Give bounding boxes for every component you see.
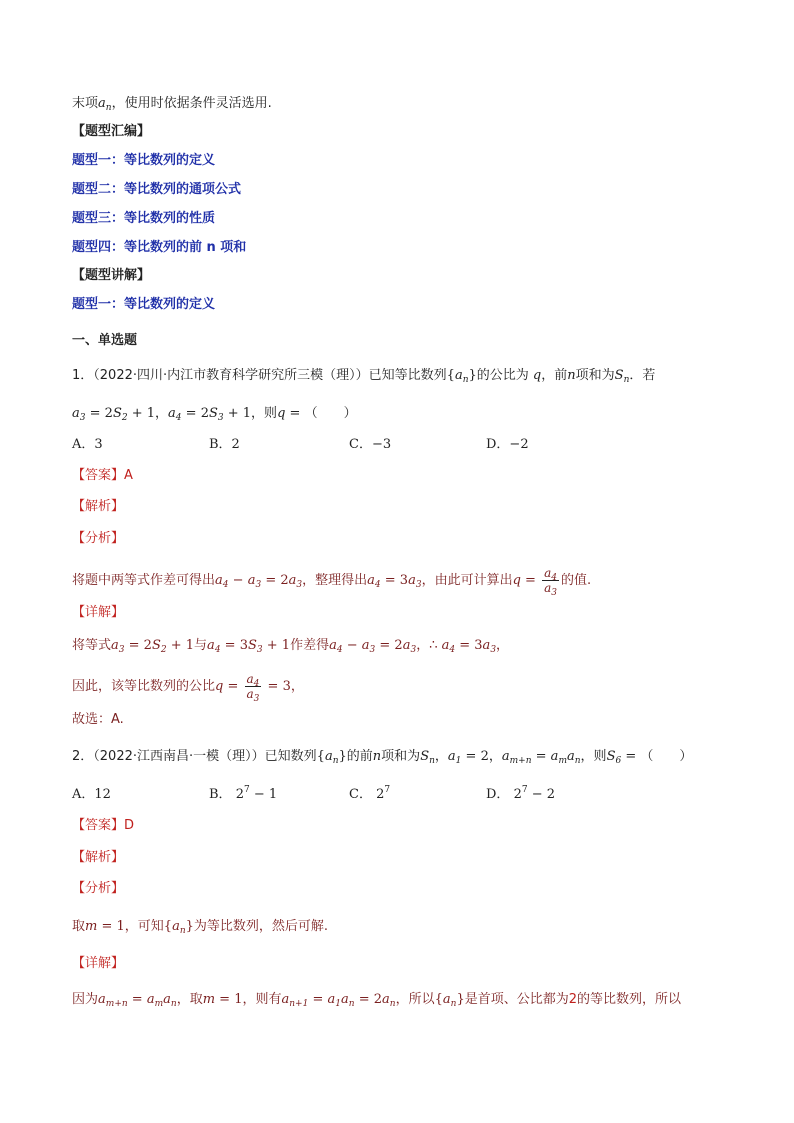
topic-3[interactable]: 题型三：等比数列的性质	[72, 211, 216, 226]
q1-option-c[interactable]: C．−3	[349, 437, 392, 452]
q1-option-d[interactable]: D．−2	[486, 437, 529, 452]
q2-detail: 因为$a_{m+n} = a_ma_n$，取m = 1，则有$a_{n+1} = a_1a_n = 2a_n$，所以$\{a_n\}$是首项、公比都为2的等比数列，所以	[72, 992, 682, 1009]
section-title: 一、单选题	[72, 333, 138, 348]
topic-1[interactable]: 题型一：等比数列的定义	[72, 153, 216, 168]
q1-option-a[interactable]: A．3	[72, 437, 103, 452]
q2-option-c[interactable]: C． $2^7$	[349, 785, 391, 802]
q2-option-d[interactable]: D． $2^7 - 2$	[486, 785, 556, 802]
q2-jiexi-label: 【解析】	[72, 850, 125, 865]
q2-fenxi-label: 【分析】	[72, 881, 125, 896]
q2-option-a[interactable]: A．12	[72, 787, 111, 802]
q1-detail-2: 因此，该等比数列的公比q = $\frac{a_4}{a_3}$ = 3，	[72, 672, 304, 704]
q2-options	[72, 786, 722, 804]
q2-xiangjie-label: 【详解】	[72, 956, 125, 971]
explain-heading: 【题型讲解】	[72, 268, 151, 283]
q1-jiexi-label: 【解析】	[72, 499, 125, 514]
q2-analysis: 取m = 1，可知$\{a_n\}$为等比数列，然后可解.	[72, 919, 329, 936]
q1-options	[72, 436, 722, 454]
q2-option-b[interactable]: B． $2^7 - 1$	[209, 785, 278, 802]
q1-detail-1: 将等式$a_3 = 2S_2 + 1$与$a_4 = 3S_3 + 1$作差得$a_4 - a_3 = 2a_3$，∴ $a_4 = 3a_3$，	[72, 638, 510, 655]
current-topic: 题型一：等比数列的定义	[72, 297, 216, 312]
q1-choose: 故选：A.	[72, 712, 124, 727]
q1-fenxi-label: 【分析】	[72, 531, 125, 546]
q1-answer: 【答案】A	[72, 468, 133, 483]
q2-stem: 2．（2022·江西南昌·一模（理））已知数列$\{a_n\}$的前n项和为$S_n$，$a_1 = 2$，$a_{m+n} = a_ma_n$，则$S_6$ = （ ）	[72, 749, 693, 766]
q1-option-b[interactable]: B．2	[209, 437, 240, 452]
topic-4[interactable]: 题型四：等比数列的前 n 项和	[72, 240, 247, 255]
q2-answer: 【答案】D	[72, 818, 135, 833]
intro-line: 末项$a_n$，使用时依据条件灵活选用.	[72, 96, 272, 113]
summary-heading: 【题型汇编】	[72, 124, 151, 139]
q1-stem: 1．（2022·四川·内江市教育科学研究所三模（理））已知等比数列$\{a_n\}$的公比为 q，前n项和为$S_n$．若	[72, 368, 656, 385]
q1-conditions: $a_3 = 2S_2 + 1$，$a_4 = 2S_3 + 1$，则q = （ ）	[72, 406, 357, 423]
topic-2[interactable]: 题型二：等比数列的通项公式	[72, 182, 242, 197]
q1-analysis: 将题中两等式作差可得出$a_4 - a_3 = 2a_3$，整理得出$a_4 = 3a_3$，由此可计算出q = $\frac{a_4}{a_3}$ 的值.	[72, 566, 592, 598]
q1-xiangjie-label: 【详解】	[72, 605, 125, 620]
